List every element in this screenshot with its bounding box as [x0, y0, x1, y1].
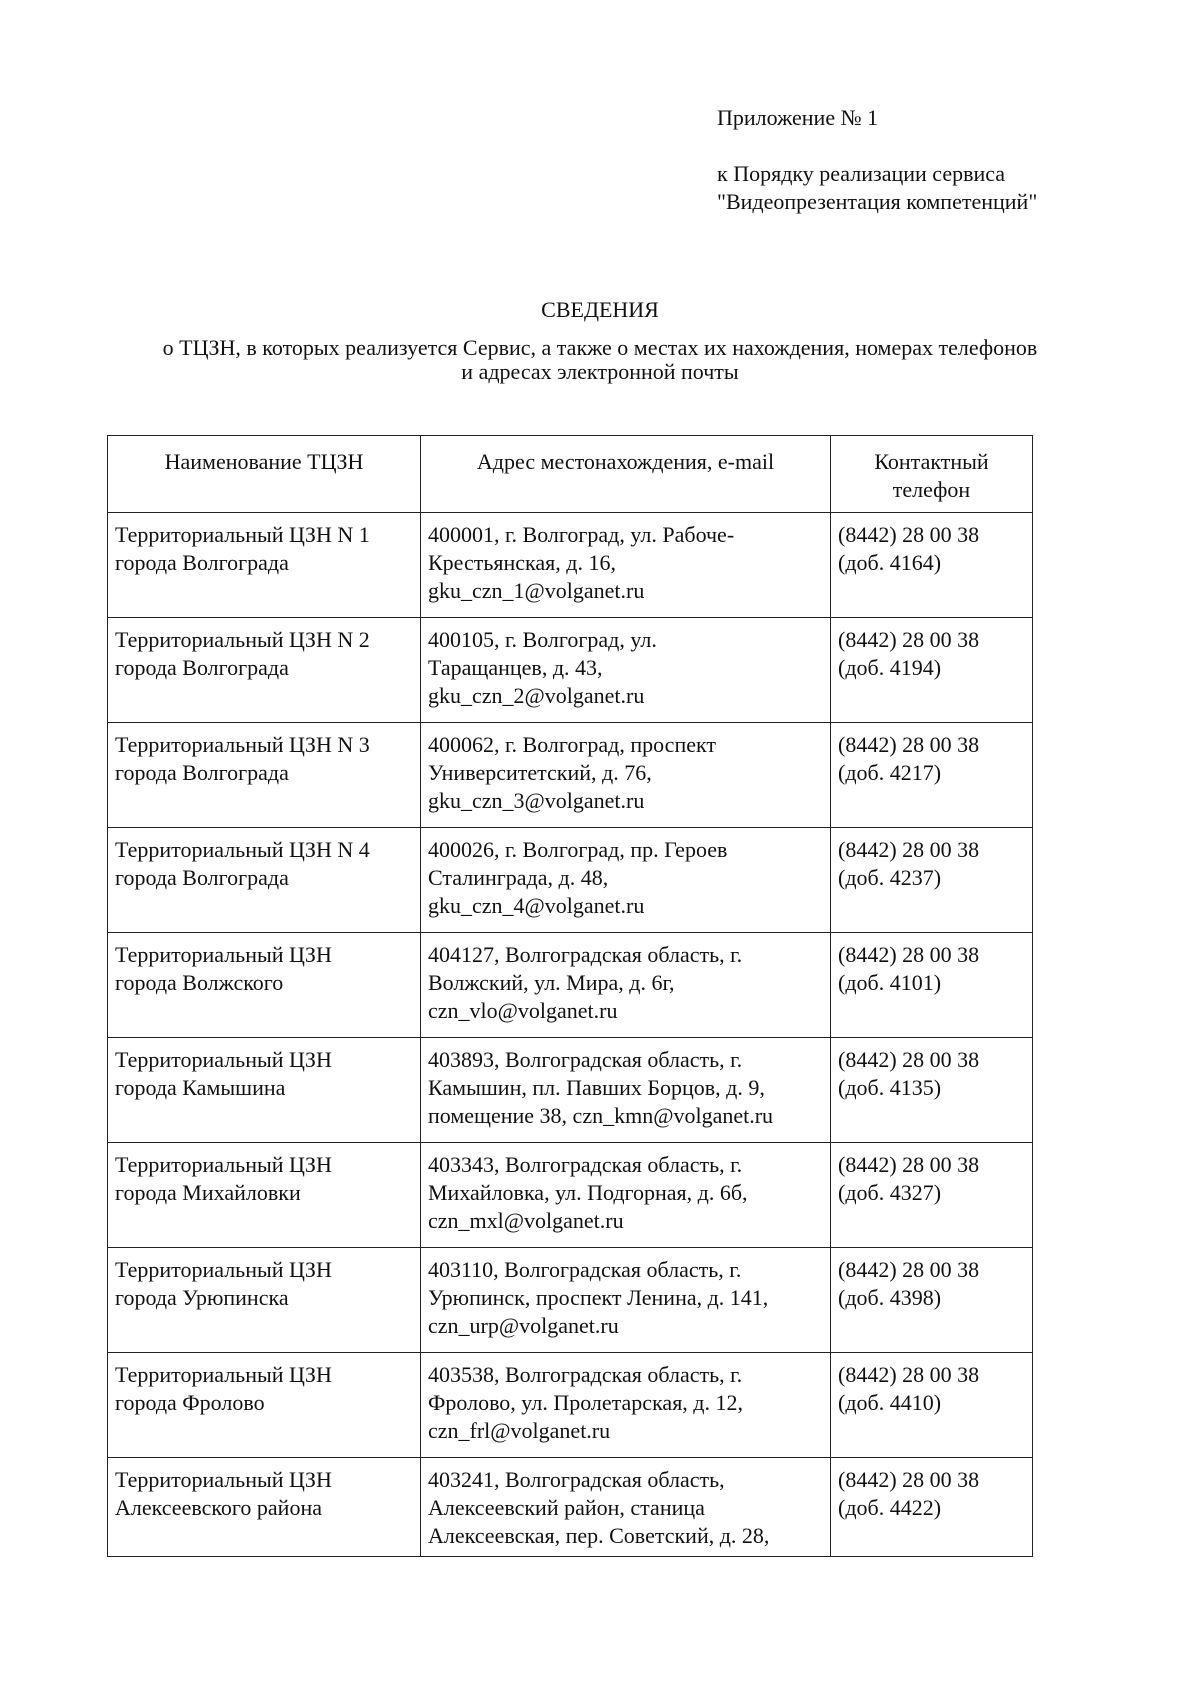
czn-address-line: 400026, г. Волгоград, пр. Героев [428, 837, 728, 862]
czn-address-cell [421, 1248, 831, 1353]
czn-address-line: Университетский, д. 76, [428, 760, 652, 785]
czn-phone-line: (доб. 4217) [838, 760, 942, 785]
czn-address-line: 400105, г. Волгоград, ул. [428, 627, 657, 652]
czn-address-line: gku_czn_2@volganet.ru [428, 683, 645, 708]
czn-name-line: города Волгограда [115, 550, 289, 575]
appendix-reference-line: к Порядку реализации сервиса [717, 161, 1006, 186]
czn-name-cell [108, 723, 421, 828]
czn-address-line: czn_vlo@volganet.ru [428, 998, 618, 1023]
czn-phone-line: (8442) 28 00 38 [838, 942, 980, 967]
table-row [108, 828, 1033, 933]
czn-phone-cell [831, 513, 1033, 618]
czn-address-line: Таращанцев, д. 43, [428, 655, 603, 680]
czn-address-line: 403538, Волгоградская область, г. [428, 1362, 743, 1387]
document-subtitle [0, 336, 1200, 384]
czn-name-line: города Волжского [115, 970, 284, 995]
czn-phone-line: (8442) 28 00 38 [838, 1152, 980, 1177]
czn-phone-line: (доб. 4101) [838, 970, 942, 995]
czn-phone-line: (доб. 4410) [838, 1390, 942, 1415]
czn-phone-cell [831, 1248, 1033, 1353]
czn-address-line: Волжский, ул. Мира, д. 6г, [428, 970, 675, 995]
table-header-row [108, 436, 1033, 513]
czn-name-line: Алексеевского района [115, 1495, 322, 1520]
czn-name-line: Территориальный ЦЗН [115, 1362, 332, 1387]
czn-name-line: Территориальный ЦЗН [115, 1047, 332, 1072]
czn-name-cell [108, 933, 421, 1038]
czn-phone-line: (доб. 4327) [838, 1180, 942, 1205]
appendix-reference [717, 160, 1037, 216]
czn-phone-line: (доб. 4164) [838, 550, 942, 575]
czn-address-cell [421, 618, 831, 723]
czn-name-cell [108, 1248, 421, 1353]
czn-name-line: Территориальный ЦЗН N 3 [115, 732, 370, 757]
czn-name-line: Территориальный ЦЗН [115, 1257, 332, 1282]
czn-name-line: города Михайловки [115, 1180, 301, 1205]
table-row [108, 933, 1033, 1038]
czn-phone-line: (8442) 28 00 38 [838, 1467, 980, 1492]
czn-table [107, 435, 1033, 1557]
table-row [108, 513, 1033, 618]
czn-name-line: Территориальный ЦЗН N 2 [115, 627, 370, 652]
czn-name-cell [108, 513, 421, 618]
czn-phone-line: (доб. 4398) [838, 1285, 942, 1310]
czn-name-line: города Урюпинска [115, 1285, 289, 1310]
czn-address-line: czn_urp@volganet.ru [428, 1313, 619, 1338]
czn-phone-line: (8442) 28 00 38 [838, 522, 980, 547]
table-row [108, 1248, 1033, 1353]
czn-address-line: 403110, Волгоградская область, г. [428, 1257, 742, 1282]
subtitle-line: о ТЦЗН, в которых реализуется Сервис, а также о местах их нахождения, номерах телефонов [162, 335, 1038, 360]
czn-name-line: города Фролово [115, 1390, 265, 1415]
czn-address-line: czn_mxl@volganet.ru [428, 1208, 624, 1233]
czn-address-line: 403241, Волгоградская область, [428, 1467, 725, 1492]
document-title: СВЕДЕНИЯ [541, 297, 659, 322]
czn-address-line: gku_czn_1@volganet.ru [428, 578, 645, 603]
czn-name-line: города Волгограда [115, 760, 289, 785]
czn-phone-cell [831, 723, 1033, 828]
czn-name-line: Территориальный ЦЗН N 4 [115, 837, 370, 862]
czn-address-line: Алексеевский район, станица [428, 1495, 705, 1520]
czn-name-line: Территориальный ЦЗН [115, 1152, 332, 1177]
czn-address-cell [421, 723, 831, 828]
czn-name-cell [108, 1353, 421, 1458]
column-header-phone-line: Контактный [874, 449, 989, 474]
czn-address-line: Крестьянская, д. 16, [428, 550, 616, 575]
czn-name-cell [108, 618, 421, 723]
czn-name-line: Территориальный ЦЗН N 1 [115, 522, 370, 547]
czn-name-cell [108, 1038, 421, 1143]
czn-address-cell [421, 1143, 831, 1248]
czn-address-cell [421, 828, 831, 933]
column-header-name: Наименование ТЦЗН [108, 436, 421, 513]
czn-phone-cell [831, 828, 1033, 933]
czn-address-cell [421, 1458, 831, 1557]
czn-address-cell [421, 933, 831, 1038]
czn-phone-line: (доб. 4194) [838, 655, 942, 680]
czn-address-line: 403893, Волгоградская область, г. [428, 1047, 743, 1072]
czn-address-line: Алексеевская, пер. Советский, д. 28, [428, 1523, 770, 1548]
czn-address-line: 404127, Волгоградская область, г. [428, 942, 743, 967]
czn-name-line: Территориальный ЦЗН [115, 1467, 332, 1492]
czn-phone-cell [831, 618, 1033, 723]
czn-phone-cell [831, 1458, 1033, 1557]
czn-name-cell [108, 1143, 421, 1248]
czn-phone-cell [831, 933, 1033, 1038]
czn-phone-line: (8442) 28 00 38 [838, 1362, 980, 1387]
czn-phone-line: (доб. 4422) [838, 1495, 942, 1520]
czn-name-line: города Камышина [115, 1075, 286, 1100]
czn-address-cell [421, 1038, 831, 1143]
czn-name-cell [108, 828, 421, 933]
table-row [108, 1038, 1033, 1143]
column-header-phone-line: телефон [892, 477, 971, 502]
table-row [108, 1143, 1033, 1248]
czn-address-line: помещение 38, czn_kmn@volganet.ru [428, 1103, 774, 1128]
czn-address-cell [421, 513, 831, 618]
czn-address-line: gku_czn_3@volganet.ru [428, 788, 645, 813]
czn-name-cell [108, 1458, 421, 1557]
czn-address-line: Сталинграда, д. 48, [428, 865, 609, 890]
czn-address-line: Фролово, ул. Пролетарская, д. 12, [428, 1390, 744, 1415]
czn-phone-line: (8442) 28 00 38 [838, 1047, 980, 1072]
table-row [108, 723, 1033, 828]
czn-phone-cell [831, 1038, 1033, 1143]
czn-address-line: 403343, Волгоградская область, г. [428, 1152, 743, 1177]
czn-name-line: города Волгограда [115, 865, 289, 890]
column-header-phone [831, 436, 1033, 513]
czn-phone-line: (8442) 28 00 38 [838, 1257, 980, 1282]
czn-address-line: Камышин, пл. Павших Борцов, д. 9, [428, 1075, 765, 1100]
appendix-number: Приложение № 1 [717, 105, 879, 130]
czn-phone-line: (8442) 28 00 38 [838, 732, 980, 757]
czn-phone-cell [831, 1353, 1033, 1458]
czn-address-line: gku_czn_4@volganet.ru [428, 893, 645, 918]
czn-name-line: Территориальный ЦЗН [115, 942, 332, 967]
table-row [108, 1458, 1033, 1557]
czn-name-line: города Волгограда [115, 655, 289, 680]
czn-phone-line: (доб. 4135) [838, 1075, 942, 1100]
appendix-reference-line: "Видеопрезентация компетенций" [717, 189, 1038, 214]
czn-address-cell [421, 1353, 831, 1458]
table-row [108, 618, 1033, 723]
table-row [108, 1353, 1033, 1458]
czn-address-line: Михайловка, ул. Подгорная, д. 6б, [428, 1180, 748, 1205]
czn-phone-line: (доб. 4237) [838, 865, 942, 890]
czn-phone-line: (8442) 28 00 38 [838, 627, 980, 652]
czn-address-line: Урюпинск, проспект Ленина, д. 141, [428, 1285, 769, 1310]
subtitle-line: и адресах электронной почты [461, 359, 739, 384]
czn-address-line: 400062, г. Волгоград, проспект [428, 732, 716, 757]
czn-address-line: 400001, г. Волгоград, ул. Рабоче- [428, 522, 735, 547]
czn-phone-cell [831, 1143, 1033, 1248]
czn-phone-line: (8442) 28 00 38 [838, 837, 980, 862]
column-header-address: Адрес местонахождения, e-mail [421, 436, 831, 513]
czn-address-line: czn_frl@volganet.ru [428, 1418, 611, 1443]
